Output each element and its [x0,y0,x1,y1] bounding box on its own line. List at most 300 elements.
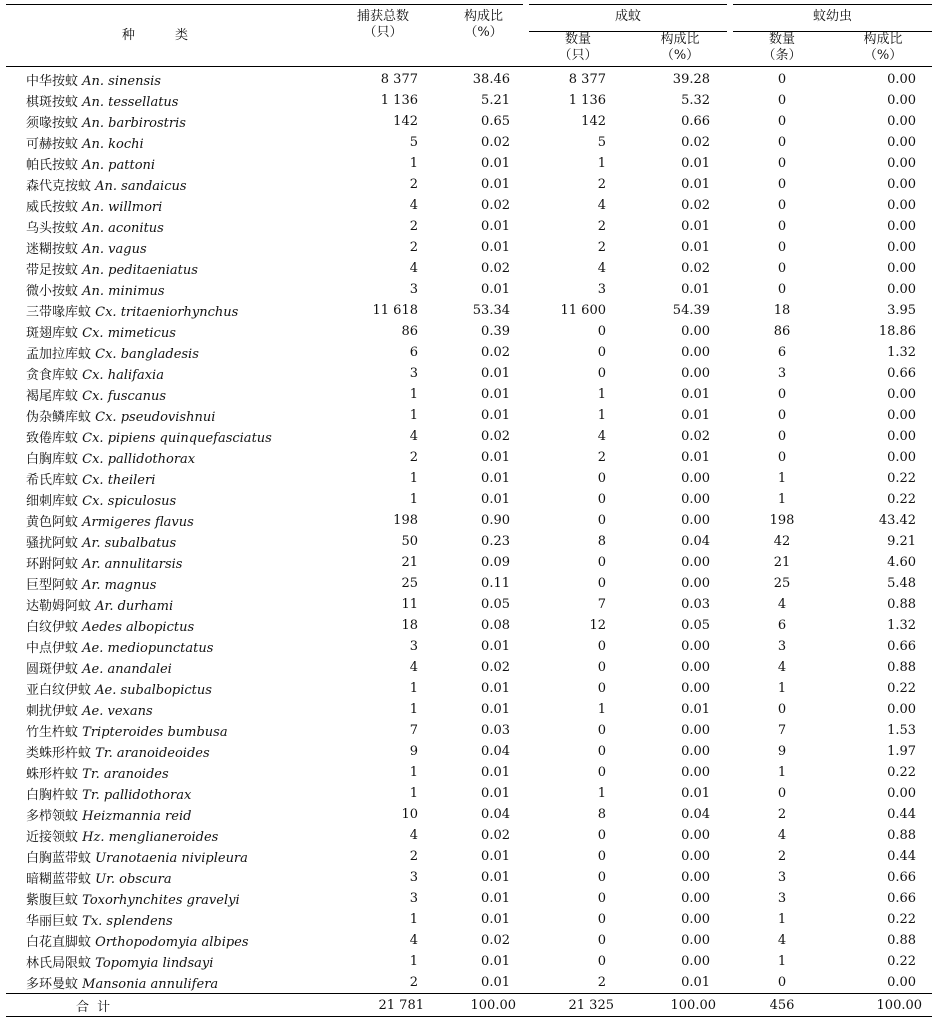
species-chinese-name: 白胸杵蚊 [26,788,79,803]
adult-count-cell: 0 [597,870,606,885]
larva-ratio-cell: 0.22 [887,954,917,969]
species-chinese-name: 白胸库蚊 [26,452,79,467]
table-row [6,888,932,909]
species-latin-name: Ar. subalbatus [82,536,177,551]
totals-label: 合 计 [6,994,322,1017]
species-latin-name: Tx. splendens [82,914,173,929]
larva-ratio-cell: 0.00 [887,450,917,465]
species-cell [6,741,322,762]
total-captured-cell: 4 [409,198,418,213]
larva-count-cell: 0 [777,261,787,276]
header-larva-group [730,5,932,32]
species-chinese-name: 帕氏按蚊 [26,158,79,173]
species-latin-name: Cx. halifaxia [82,368,164,383]
species-latin-name: Ae. vexans [82,704,153,719]
ratio-cell: 0.01 [481,492,510,507]
adult-count-cell: 1 [597,408,606,423]
species-latin-name: Ar. magnus [82,578,157,593]
total-captured-cell: 1 [409,471,418,486]
adult-count-cell: 0 [597,576,606,591]
species-cell [6,447,322,468]
species-chinese-name: 巨型阿蚊 [26,578,79,593]
larva-count-cell: 21 [773,555,791,570]
header-species-label: 种 类 [121,27,207,43]
larva-ratio-cell: 0.22 [887,681,917,696]
species-chinese-name: 圆斑伊蚊 [26,662,79,677]
ratio-cell: 0.01 [481,639,510,654]
adult-ratio-cell: 0.00 [681,471,711,486]
total-captured-cell: 10 [401,807,418,822]
species-latin-name: An. tessellatus [82,95,179,110]
adult-ratio-cell: 0.00 [681,345,711,360]
totals-row [6,994,932,1017]
adult-count-cell: 1 [597,387,606,402]
ratio-cell: 0.01 [481,156,510,171]
adult-count-cell: 5 [597,135,606,150]
larva-ratio-cell: 0.88 [887,828,917,843]
ratio-cell: 0.01 [481,471,510,486]
adult-count-cell: 1 [597,156,606,171]
header-larva-ratio-unit: （%） [863,48,903,63]
table-row [6,111,932,132]
larva-ratio-cell: 0.66 [887,870,917,885]
larva-ratio-cell: 0.66 [887,366,917,381]
ratio-cell: 0.01 [481,366,510,381]
total-captured-cell: 4 [409,429,418,444]
species-chinese-name: 孟加拉库蚊 [26,347,92,362]
species-latin-name: An. vagus [82,242,147,257]
ratio-cell: 0.09 [481,555,510,570]
header-ratio [444,5,526,67]
species-cell [6,258,322,279]
ratio-cell: 0.01 [481,387,510,402]
larva-count-cell: 1 [777,765,787,780]
adult-count-cell: 2 [597,240,606,255]
adult-count-cell: 0 [597,681,606,696]
ratio-cell: 0.11 [481,576,510,591]
table-row [6,636,932,657]
ratio-cell: 0.02 [481,429,510,444]
larva-ratio-cell: 1.32 [887,345,917,360]
adult-count-cell: 4 [597,429,606,444]
larva-ratio-cell: 43.42 [878,513,917,528]
header-adult-ratio-unit: （%） [660,48,700,63]
adult-ratio-cell: 5.32 [681,93,711,108]
ratio-cell: 0.90 [481,513,510,528]
larva-ratio-cell: 0.00 [887,387,917,402]
header-adult-group-label: 成蚊 [615,9,642,24]
header-adult-count [526,32,630,67]
adult-count-cell: 0 [597,954,606,969]
adult-ratio-cell: 0.00 [681,828,711,843]
larva-ratio-cell: 0.22 [887,471,917,486]
larva-count-cell: 1 [777,954,787,969]
adult-ratio-cell: 0.01 [681,702,711,717]
total-captured-cell: 9 [409,744,418,759]
larva-ratio-cell: 0.00 [887,219,917,234]
species-chinese-name: 贪食库蚊 [26,368,79,383]
adult-ratio-cell: 0.01 [681,177,711,192]
adult-ratio-cell: 0.01 [681,219,711,234]
larva-count-cell: 3 [777,870,787,885]
ratio-cell: 0.01 [481,450,510,465]
ratio-cell: 0.02 [481,660,510,675]
species-chinese-name: 竹生杵蚊 [26,725,79,740]
species-chinese-name: 紫腹巨蚊 [26,893,79,908]
table-row [6,699,932,720]
table-row [6,216,932,237]
species-cell [6,510,322,531]
species-cell [6,489,322,510]
species-chinese-name: 棋斑按蚊 [26,95,79,110]
larva-ratio-cell: 0.00 [887,156,917,171]
species-chinese-name: 带足按蚊 [26,263,79,278]
adult-count-cell: 2 [597,975,606,990]
larva-ratio-cell: 0.22 [887,912,917,927]
ratio-cell: 0.23 [481,534,510,549]
species-chinese-name: 须喙按蚊 [26,116,79,131]
table-row [6,132,932,153]
adult-count-cell: 0 [597,828,606,843]
species-chinese-name: 刺扰伊蚊 [26,704,79,719]
larva-count-cell: 0 [777,387,787,402]
table-row [6,762,932,783]
total-captured-cell: 21 [401,555,418,570]
table-row [6,972,932,994]
total-captured-cell: 1 [409,912,418,927]
adult-ratio-cell: 0.02 [681,261,711,276]
ratio-cell: 5.21 [481,93,510,108]
table-row [6,195,932,216]
ratio-cell: 0.01 [481,219,510,234]
larva-ratio-cell: 0.44 [887,807,917,822]
species-latin-name: An. aconitus [82,221,164,236]
species-cell [6,321,322,342]
table-row [6,951,932,972]
species-cell [6,657,322,678]
total-captured-cell: 3 [409,639,418,654]
larva-ratio-cell: 0.66 [887,891,917,906]
adult-count-cell: 0 [597,933,606,948]
species-cell [6,342,322,363]
species-latin-name: An. peditaeniatus [82,263,198,278]
species-cell [6,846,322,867]
larva-ratio-cell: 0.00 [887,429,917,444]
adult-ratio-cell: 0.01 [681,975,711,990]
larva-count-cell: 42 [773,534,791,549]
total-captured-cell: 2 [409,975,418,990]
species-cell [6,909,322,930]
larva-ratio-cell: 0.00 [887,261,917,276]
table-row [6,342,932,363]
adult-ratio-cell: 0.02 [681,135,711,150]
ratio-cell: 0.01 [481,975,510,990]
species-latin-name: An. kochi [82,137,144,152]
adult-ratio-cell: 0.04 [681,807,711,822]
table-row [6,153,932,174]
adult-count-cell: 0 [597,744,606,759]
species-cell [6,636,322,657]
ratio-cell: 0.08 [481,618,510,633]
species-cell [6,216,322,237]
adult-count-cell: 0 [597,660,606,675]
adult-ratio-cell: 0.00 [681,555,711,570]
species-cell [6,804,322,825]
totals-larva-ratio: 100.00 [834,994,932,1017]
adult-count-cell: 2 [597,450,606,465]
larva-ratio-cell: 0.00 [887,786,917,801]
larva-count-cell: 0 [777,93,787,108]
species-latin-name: Cx. pipiens quinquefasciatus [82,431,272,446]
table-row [6,825,932,846]
larva-count-cell: 0 [777,408,787,423]
adult-ratio-cell: 39.28 [672,72,711,87]
species-latin-name: Ae. anandalei [82,662,172,677]
species-latin-name: Cx. mimeticus [82,326,176,341]
species-latin-name: Mansonia annulifera [82,977,219,992]
adult-count-cell: 0 [597,765,606,780]
table-row [6,90,932,111]
adult-ratio-cell: 0.00 [681,324,711,339]
adult-count-cell: 0 [597,471,606,486]
adult-ratio-cell: 0.02 [681,198,711,213]
species-cell [6,951,322,972]
species-chinese-name: 林氏局限蚊 [26,956,92,971]
larva-ratio-cell: 0.22 [887,765,917,780]
ratio-cell: 0.01 [481,891,510,906]
species-latin-name: Ae. subalbopictus [95,683,212,698]
species-chinese-name: 希氏库蚊 [26,473,79,488]
species-chinese-name: 迷糊按蚊 [26,242,79,257]
species-latin-name: Aedes albopictus [82,620,195,635]
species-cell [6,405,322,426]
adult-ratio-cell: 0.01 [681,450,711,465]
species-cell [6,174,322,195]
ratio-cell: 0.01 [481,912,510,927]
species-chinese-name: 乌头按蚊 [26,221,79,236]
header-larva-group-label: 蚊幼虫 [813,9,853,24]
species-cell [6,300,322,321]
species-latin-name: Tr. pallidothorax [82,788,192,803]
adult-count-cell: 4 [597,261,606,276]
species-cell [6,468,322,489]
table-row [6,300,932,321]
total-captured-cell: 50 [401,534,418,549]
larva-ratio-cell: 9.21 [887,534,917,549]
species-chinese-name: 褐尾库蚊 [26,389,79,404]
adult-count-cell: 1 136 [568,93,606,108]
table-row [6,67,932,91]
adult-count-cell: 1 [597,786,606,801]
table-row [6,930,932,951]
species-cell [6,111,322,132]
larva-count-cell: 4 [777,933,787,948]
larva-ratio-cell: 1.32 [887,618,917,633]
table-row [6,846,932,867]
species-cell [6,825,322,846]
table-footer [6,994,932,1017]
total-captured-cell: 3 [409,282,418,297]
ratio-cell: 0.05 [481,597,510,612]
adult-ratio-cell: 0.01 [681,408,711,423]
larva-count-cell: 4 [777,828,787,843]
total-captured-cell: 1 [409,492,418,507]
species-latin-name: Tripteroides bumbusa [82,725,228,740]
species-latin-name: Orthopodomyia albipes [95,935,249,950]
adult-ratio-cell: 0.00 [681,639,711,654]
ratio-cell: 0.01 [481,786,510,801]
species-cell [6,153,322,174]
species-cell [6,783,322,804]
species-latin-name: An. pattoni [82,158,156,173]
total-captured-cell: 3 [409,891,418,906]
total-captured-cell: 1 136 [380,93,418,108]
adult-ratio-cell: 0.01 [681,156,711,171]
species-latin-name: Cx. theileri [82,473,156,488]
species-cell [6,552,322,573]
ratio-cell: 0.02 [481,198,510,213]
table-row [6,468,932,489]
table-row [6,573,932,594]
adult-count-cell: 8 [597,534,606,549]
species-cell [6,195,322,216]
total-captured-cell: 18 [401,618,418,633]
species-cell [6,426,322,447]
larva-count-cell: 1 [777,681,787,696]
larva-count-cell: 86 [773,324,791,339]
larva-count-cell: 198 [769,513,795,528]
species-latin-name: Ar. durhami [95,599,174,614]
larva-ratio-cell: 1.53 [887,723,917,738]
species-cell [6,699,322,720]
species-latin-name: Heizmannia reid [82,809,192,824]
larva-count-cell: 0 [777,135,787,150]
total-captured-cell: 1 [409,786,418,801]
adult-ratio-cell: 0.01 [681,240,711,255]
larva-count-cell: 0 [777,975,787,990]
species-latin-name: Tr. aranoides [82,767,169,782]
species-chinese-name: 亚白纹伊蚊 [26,683,92,698]
larva-count-cell: 6 [777,345,787,360]
header-adult-ratio-label: 构成比 [660,32,700,47]
larva-count-cell: 6 [777,618,787,633]
larva-count-cell: 0 [777,786,787,801]
ratio-cell: 0.01 [481,954,510,969]
species-latin-name: Cx. bangladesis [95,347,199,362]
species-latin-name: Cx. pallidothorax [82,452,196,467]
adult-count-cell: 8 377 [568,72,606,87]
larva-ratio-cell: 0.00 [887,114,917,129]
adult-count-cell: 12 [589,618,606,633]
species-chinese-name: 中华按蚊 [26,74,79,89]
header-adult-ratio [630,32,730,67]
species-chinese-name: 暗糊蓝带蚊 [26,872,92,887]
adult-ratio-cell: 0.03 [681,597,711,612]
ratio-cell: 38.46 [472,72,510,87]
species-cell [6,762,322,783]
ratio-cell: 0.01 [481,282,510,297]
species-chinese-name: 华丽巨蚊 [26,914,79,929]
larva-count-cell: 0 [777,219,787,234]
adult-count-cell: 0 [597,849,606,864]
ratio-cell: 0.02 [481,345,510,360]
header-total [322,5,444,67]
species-chinese-name: 多栉领蚊 [26,809,79,824]
larva-ratio-cell: 0.22 [887,492,917,507]
species-latin-name: Toxorhynchites gravelyi [82,893,240,908]
adult-count-cell: 8 [597,807,606,822]
total-captured-cell: 5 [409,135,418,150]
larva-count-cell: 0 [777,282,787,297]
table-row [6,426,932,447]
adult-count-cell: 4 [597,198,606,213]
table-row [6,678,932,699]
species-latin-name: Uranotaenia nivipleura [95,851,248,866]
ratio-cell: 0.01 [481,849,510,864]
total-captured-cell: 4 [409,261,418,276]
table-row [6,720,932,741]
total-captured-cell: 86 [401,324,418,339]
species-chinese-name: 致倦库蚊 [26,431,79,446]
species-latin-name: Cx. spiculosus [82,494,177,509]
total-captured-cell: 1 [409,387,418,402]
larva-ratio-cell: 0.88 [887,660,917,675]
species-cell [6,678,322,699]
species-cell [6,90,322,111]
species-chinese-name: 中点伊蚊 [26,641,79,656]
species-chinese-name: 蛛形杵蚊 [26,767,79,782]
larva-ratio-cell: 0.00 [887,177,917,192]
table-row [6,552,932,573]
ratio-cell: 0.01 [481,765,510,780]
table-row [6,363,932,384]
larva-count-cell: 0 [777,198,787,213]
larva-ratio-cell: 0.00 [887,93,917,108]
adult-ratio-cell: 0.00 [681,870,711,885]
table-row [6,783,932,804]
species-latin-name: Armigeres flavus [82,515,194,530]
larva-ratio-cell: 0.44 [887,849,917,864]
total-captured-cell: 2 [409,240,418,255]
ratio-cell: 0.03 [481,723,510,738]
species-chinese-name: 森代克按蚊 [26,179,92,194]
adult-count-cell: 3 [597,282,606,297]
species-latin-name: An. sandaicus [95,179,187,194]
larva-count-cell: 1 [777,492,787,507]
adult-ratio-cell: 0.02 [681,429,711,444]
adult-count-cell: 11 600 [560,303,606,318]
adult-count-cell: 2 [597,177,606,192]
species-chinese-name: 三带喙库蚊 [26,305,92,320]
adult-count-cell: 0 [597,345,606,360]
species-cell [6,972,322,994]
total-captured-cell: 7 [409,723,418,738]
total-captured-cell: 25 [401,576,418,591]
larva-count-cell: 0 [777,450,787,465]
species-cell [6,720,322,741]
larva-ratio-cell: 4.60 [887,555,917,570]
species-latin-name: Topomyia lindsayi [95,956,214,971]
total-captured-cell: 2 [409,450,418,465]
header-adult-group [526,5,730,32]
total-captured-cell: 1 [409,954,418,969]
species-latin-name: Tr. aranoideoides [95,746,210,761]
header-larva-count-label: 数量 [769,32,796,47]
adult-count-cell: 0 [597,912,606,927]
adult-count-cell: 0 [597,324,606,339]
larva-count-cell: 7 [777,723,787,738]
adult-count-cell: 1 [597,702,606,717]
